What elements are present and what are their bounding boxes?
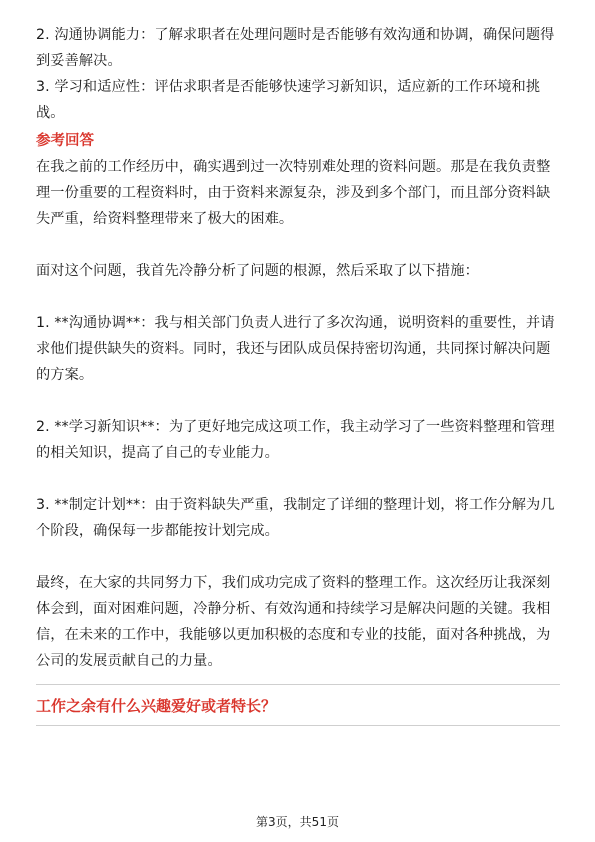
paragraph-spacer: [36, 232, 564, 258]
criterion-learning: 3. 学习和适应性：评估求职者是否能够快速学习新知识，适应新的工作环境和挑战。: [36, 79, 541, 121]
answer-item-communication: 1. **沟通协调**：我与相关部门负责人进行了多次沟通，说明资料的重要性，并请求他们提供缺失的资料。同时，我还与团队成员保持密切沟通，共同探讨解决问题的方案。: [36, 315, 555, 383]
reference-answer-label: 参考回答: [36, 133, 94, 149]
answer-item-planning: 3. **制定计划**：由于资料缺失严重，我制定了详细的整理计划，将工作分解为几个阶段，确保每一步都能按计划完成。: [36, 497, 555, 539]
paragraph-spacer: [36, 388, 564, 414]
section-divider: [36, 684, 560, 685]
section-divider: [36, 725, 560, 726]
paragraph-spacer: [36, 466, 564, 492]
answer-paragraph-conclusion: 最终，在大家的共同努力下，我们成功完成了资料的整理工作。这次经历让我深刻体会到，面对困难问题，冷静分析、有效沟通和持续学习是解决问题的关键。我相信，在未来的工作中，我能够以更加积极的态度和专业的技能，面对各种挑战，为公司的发展贡献自己的力量。: [36, 575, 551, 669]
page-number: 第3页，共51页: [256, 815, 339, 829]
answer-paragraph-measures: 面对这个问题，我首先冷静分析了问题的根源，然后采取了以下措施：: [36, 263, 479, 279]
document-body: [36, 22, 564, 726]
paragraph-spacer: [36, 544, 564, 570]
criterion-communication: 2. 沟通协调能力：了解求职者在处理问题时是否能够有效沟通和协调，确保问题得到妥善解决。: [36, 27, 555, 69]
paragraph-spacer: [36, 284, 564, 310]
next-question-heading: 工作之余有什么兴趣爱好或者特长？: [36, 697, 277, 715]
answer-item-learning: 2. **学习新知识**：为了更好地完成这项工作，我主动学习了一些资料整理和管理的相关知识，提高了自己的专业能力。: [36, 419, 555, 461]
answer-paragraph-intro: 在我之前的工作经历中，确实遇到过一次特别难处理的资料问题。那是在我负责整理一份重要的工程资料时，由于资料来源复杂，涉及到多个部门，而且部分资料缺失严重，给资料整理带来了极大的困难。: [36, 159, 551, 227]
